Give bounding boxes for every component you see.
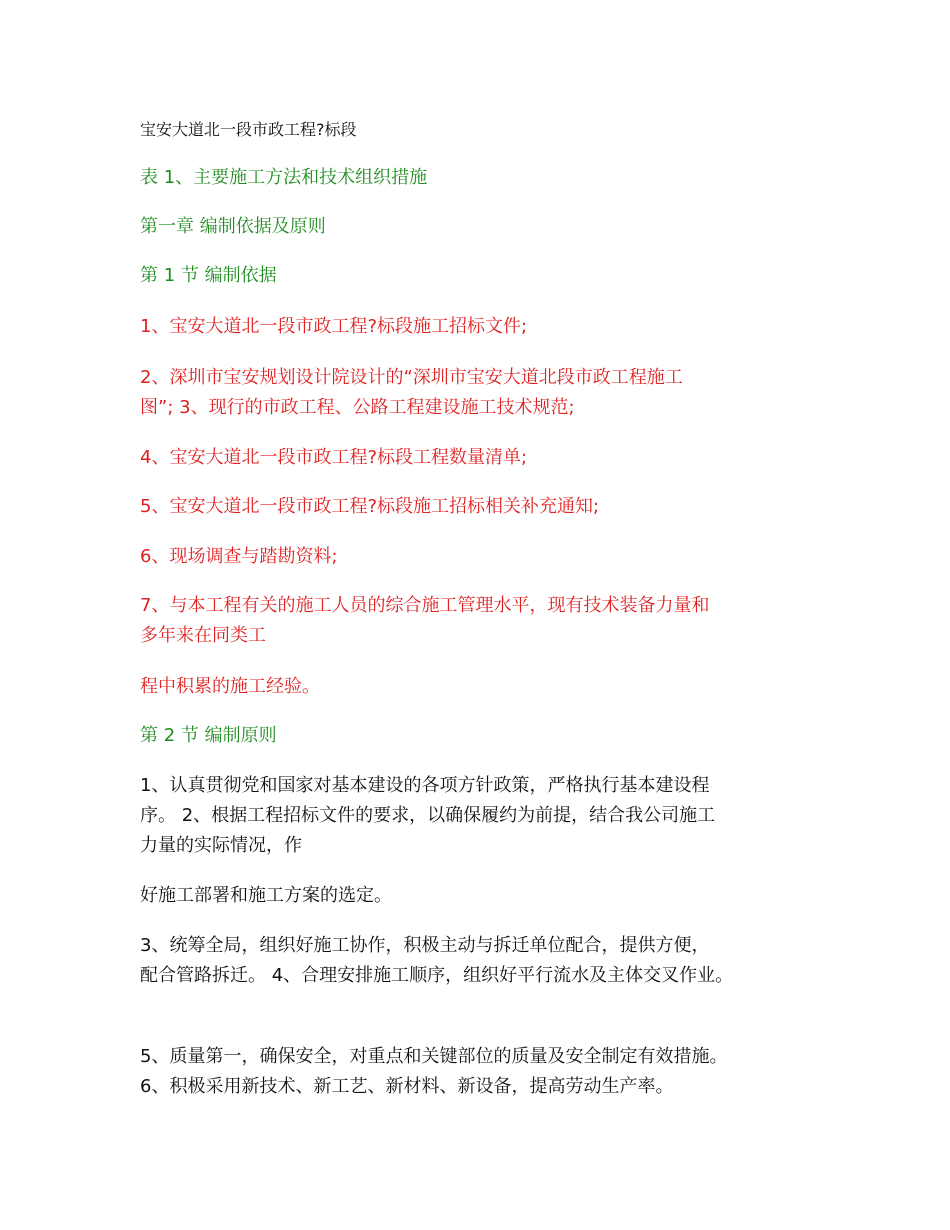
principle-item-5: 5、质量第一，确保安全，对重点和关键部位的质量及安全制定有效措施。 (140, 1046, 728, 1067)
basis-item-1: 1、宝安大道北一段市政工程?标段施工招标文件; (140, 316, 528, 337)
basis-item-4: 4、宝安大道北一段市政工程?标段工程数量清单; (140, 447, 528, 468)
principle-item-3: 3、统筹全局，组织好施工协作，积极主动与拆迁单位配合，提供方便， (140, 935, 710, 956)
principle-item-6: 6、积极采用新技术、新工艺、新材料、新设备，提高劳动生产率。 (140, 1076, 674, 1097)
basis-item-7-cont: 多年来在同类工 (140, 625, 266, 646)
chapter-heading: 第一章 编制依据及原则 (140, 216, 326, 237)
table-heading: 表 1、主要施工方法和技术组织措施 (140, 167, 428, 188)
principle-item-2-cont: 力量的实际情况，作 (140, 835, 302, 856)
section-2-heading: 第 2 节 编制原则 (140, 725, 277, 746)
section-1-heading: 第 1 节 编制依据 (140, 265, 277, 286)
principle-item-2: 序。 2、根据工程招标文件的要求，以确保履约为前提，结合我公司施工 (140, 805, 716, 826)
basis-item-2: 2、深圳市宝安规划设计院设计的“深圳市宝安大道北段市政工程施工 (140, 367, 683, 388)
basis-item-2-cont: 图”; 3、现行的市政工程、公路工程建设施工技术规范; (140, 397, 575, 418)
basis-item-7-end: 程中积累的施工经验。 (140, 676, 320, 697)
principle-item-4: 配合管路拆迁。 4、合理安排施工顺序，组织好平行流水及主体交叉作业。 (140, 965, 734, 986)
basis-item-5: 5、宝安大道北一段市政工程?标段施工招标相关补充通知; (140, 496, 600, 517)
principle-item-1: 1、认真贯彻党和国家对基本建设的各项方针政策，严格执行基本建设程 (140, 775, 710, 796)
project-title: 宝安大道北一段市政工程?标段 (140, 120, 357, 139)
basis-item-6: 6、现场调查与踏勘资料; (140, 546, 338, 567)
basis-item-7: 7、与本工程有关的施工人员的综合施工管理水平，现有技术装备力量和 (140, 595, 710, 616)
principle-item-2-end: 好施工部署和施工方案的选定。 (140, 885, 392, 906)
